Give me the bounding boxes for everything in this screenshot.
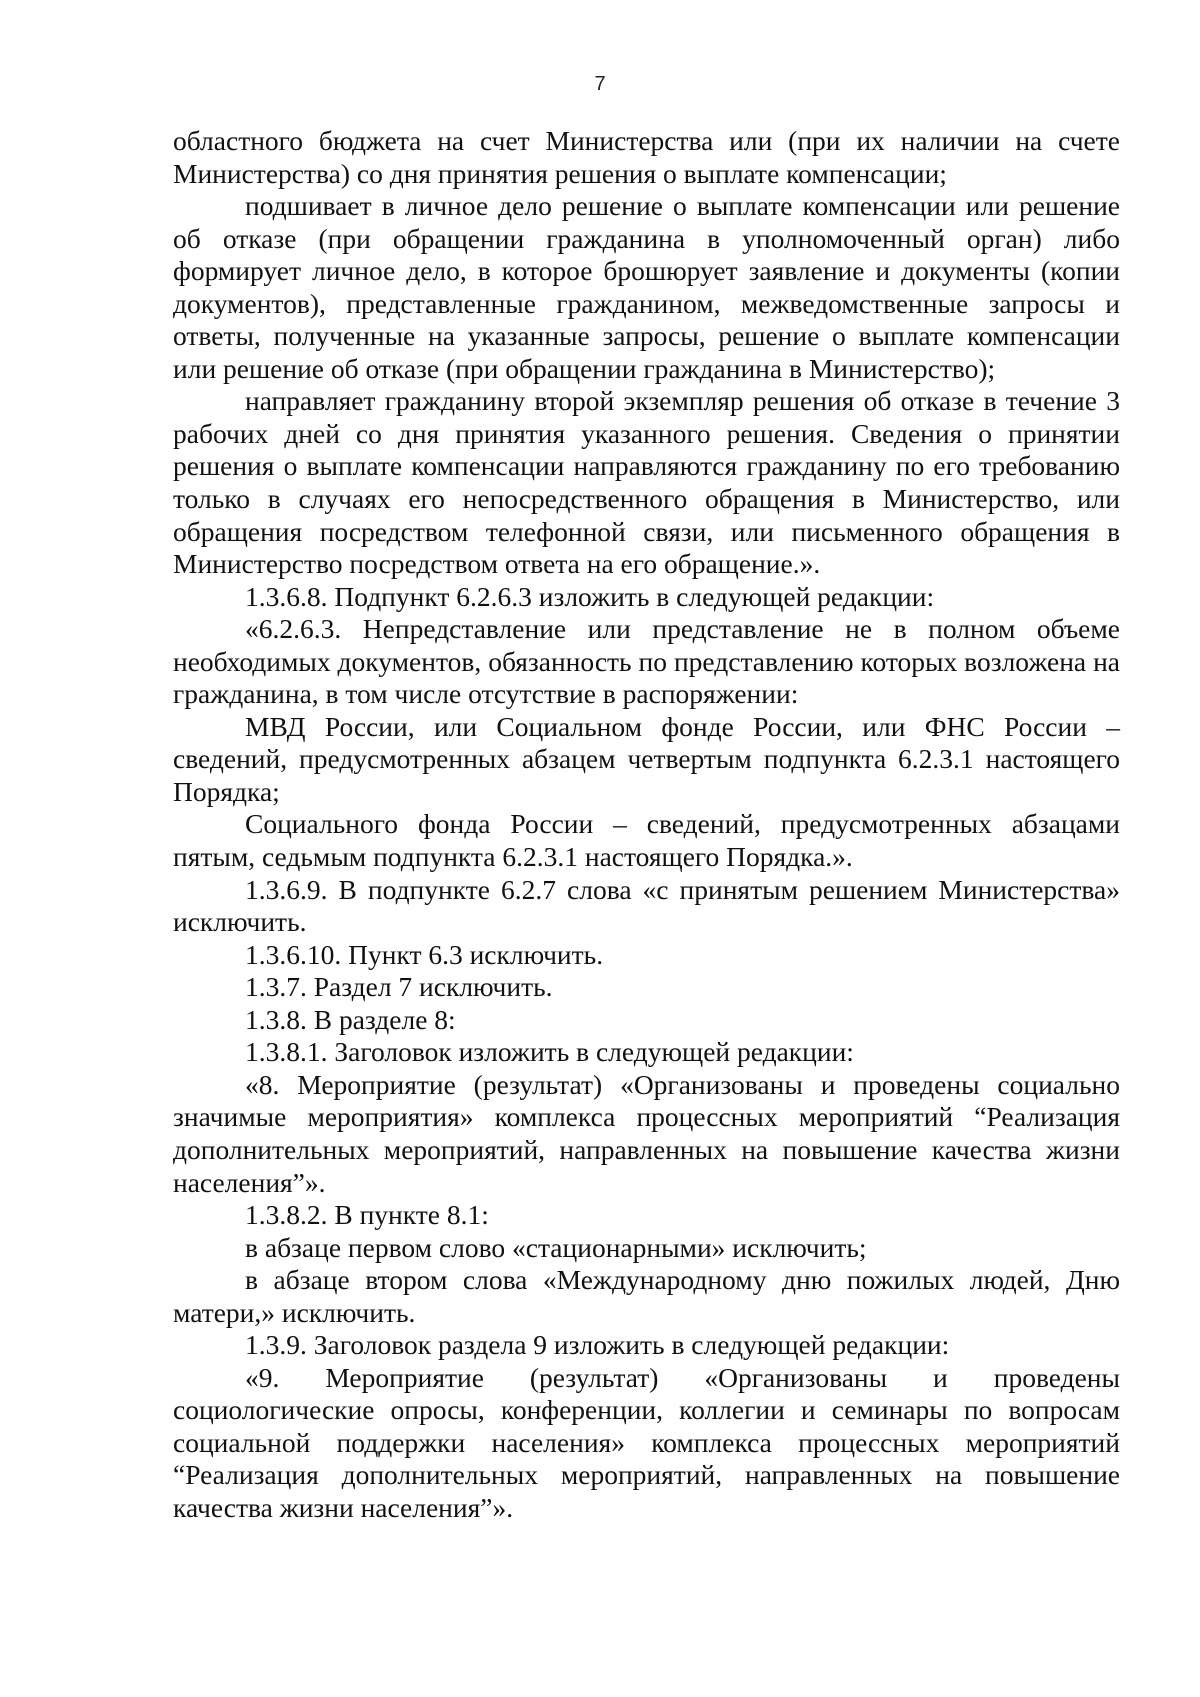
paragraph: «8. Мероприятие (результат) «Организованы и проведены социально значимые мероприятия» комплекса процессных мероприятий “Реализация дополнительных мероприятий, направленных на повышение качества жизни населения”». — [173, 1068, 1120, 1198]
paragraph-continuation: областного бюджета на счет Министерства или (при их наличии на счете Министерства) со дня принятия решения о выплате компенсации; — [173, 125, 1120, 189]
paragraph: в абзаце втором слова «Международному дню пожилых людей, Дню матери,» исключить. — [173, 1264, 1120, 1328]
paragraph: 1.3.9. Заголовок раздела 9 изложить в следующей редакции: — [245, 1329, 950, 1361]
paragraph: 1.3.8.1. Заголовок изложить в следующей редакции: — [245, 1036, 854, 1068]
paragraph: подшивает в личное дело решение о выплате компенсации или решение об отказе (при обращении гражданина в уполномоченный орган) либо формирует личное дело, в которое брошюрует заявление и документы (копии документов), представленные гражданином, межведомственные запросы и ответы, полученные на указанные запросы, решение о выплате компенсации или решение об отказе (при обращении гражданина в Министерство); — [173, 190, 1120, 384]
document-body — [173, 125, 1120, 1525]
paragraph: Социального фонда России – сведений, предусмотренных абзацами пятым, седьмым подпункта 6.2.3.1 настоящего Порядка.». — [173, 808, 1120, 873]
paragraph: 1.3.6.9. В подпункте 6.2.7 слова «с принятым решением Министерства» исключить. — [173, 873, 1120, 938]
paragraph: 1.3.6.10. Пункт 6.3 исключить. — [245, 938, 604, 970]
paragraph: «9. Мероприятие (результат) «Организованы и проведены социологические опросы, конференции, коллегии и семинары по вопросам социальной поддержки населения» комплекса процессных мероприятий “Реализация дополнительных мероприятий, направленных на повышение качества жизни населения”». — [173, 1361, 1120, 1523]
paragraph: в абзаце первом слово «стационарными» исключить; — [245, 1231, 867, 1263]
paragraph: 1.3.8.2. В пункте 8.1: — [245, 1199, 489, 1231]
paragraph: 1.3.8. В разделе 8: — [245, 1003, 456, 1035]
paragraph: МВД России, или Социальном фонде России, или ФНС России – сведений, предусмотренных абзацем четвертым подпункта 6.2.3.1 настоящего Порядка; — [173, 710, 1120, 807]
paragraph: «6.2.6.3. Непредставление или представление не в полном объеме необходимых документов, обязанность по представлению которых возложена на гражданина, в том числе отсутствие в распоряжении: — [173, 613, 1120, 710]
paragraph: 1.3.6.8. Подпункт 6.2.6.3 изложить в следующей редакции: — [245, 580, 935, 612]
paragraph: 1.3.7. Раздел 7 исключить. — [245, 971, 553, 1003]
page-number: 7 — [594, 73, 606, 95]
paragraph: направляет гражданину второй экземпляр решения об отказе в течение 3 рабочих дней со дня принятия указанного решения. Сведения о принятии решения о выплате компенсации направляются гражданину по его требованию только в случаях его непосредственного обращения в Министерство, или обращения посредством телефонной связи, или письменного обращения в Министерство посредством ответа на его обращение.». — [173, 385, 1120, 580]
